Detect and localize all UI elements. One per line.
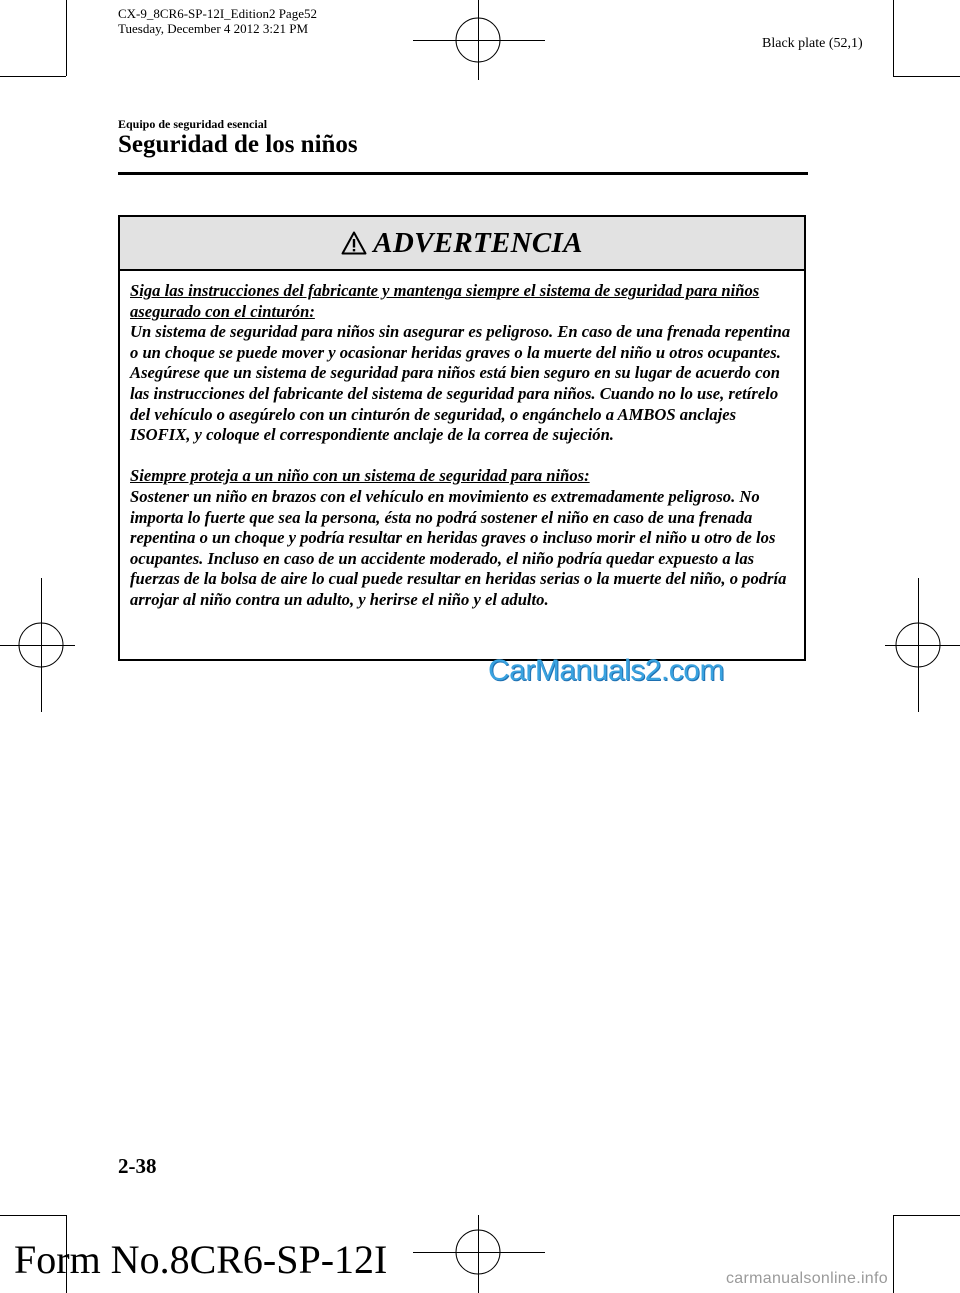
section-label: Equipo de seguridad esencial [118,117,268,131]
warning-heading-1: Siga las instrucciones del fabricante y mantenga siempre el sistema de seguridad para niños asegurado con el cinturón: [130,281,760,321]
warning-body [120,271,804,611]
print-info-line1: CX-9_8CR6-SP-12I_Edition2 Page52 [118,6,317,21]
form-number: Form No.8CR6-SP-12I [14,1237,388,1282]
page-title: Seguridad de los niños [118,131,358,158]
warning-text-1: Un sistema de seguridad para niños sin asegurar es peligroso. En caso de una frenada repentina o un choque se puede mover y ocasionar heridas graves o la muerte del niño u otros ocupantes. Asegúrese que un sistema de seguridad para niños está bien seguro en su lugar de acuerdo con las instrucciones del fabricante del sistema de seguridad para niños. Cuando no lo use, retírelo del vehículo o asegúrelo con un cinturón de seguridad, o engánchelo a AMBOS anclajes ISOFIX, y coloque el correspondiente anclaje de la correa de sujeción. [130,322,791,445]
warning-header [120,217,804,271]
print-info-line2: Tuesday, December 4 2012 3:21 PM [118,21,309,36]
warning-text-2: Sostener un niño en brazos con el vehículo en movimiento es extremadamente peligroso. No importa lo fuerte que sea la persona, ésta no podrá sostener el niño en caso de una frenada repentina o un choque y podría resultar en heridas graves o incluso morir el niño u otro de los ocupantes. Incluso en caso de un accidente moderado, el niño podría quedar expuesto a las fuerzas de la bolsa de aire lo cual puede resultar en heridas serias o la muerte del niño, o podría arrojar al niño contra un adulto, y herirse el niño y el adulto. [130,486,787,609]
page-number: 2-38 [118,1154,157,1178]
title-rule [118,172,808,175]
warning-heading-2: Siempre proteja a un niño con un sistema de seguridad para niños: [130,466,590,486]
footer-watermark: carmanualsonline.info [726,1270,888,1287]
warning-box [118,215,806,661]
plate-label: Black plate (52,1) [762,36,863,51]
warning-triangle-icon [341,231,367,255]
watermark: CarManuals2.com [488,654,724,687]
warning-title: ADVERTENCIA [373,226,583,259]
print-info [118,6,317,36]
